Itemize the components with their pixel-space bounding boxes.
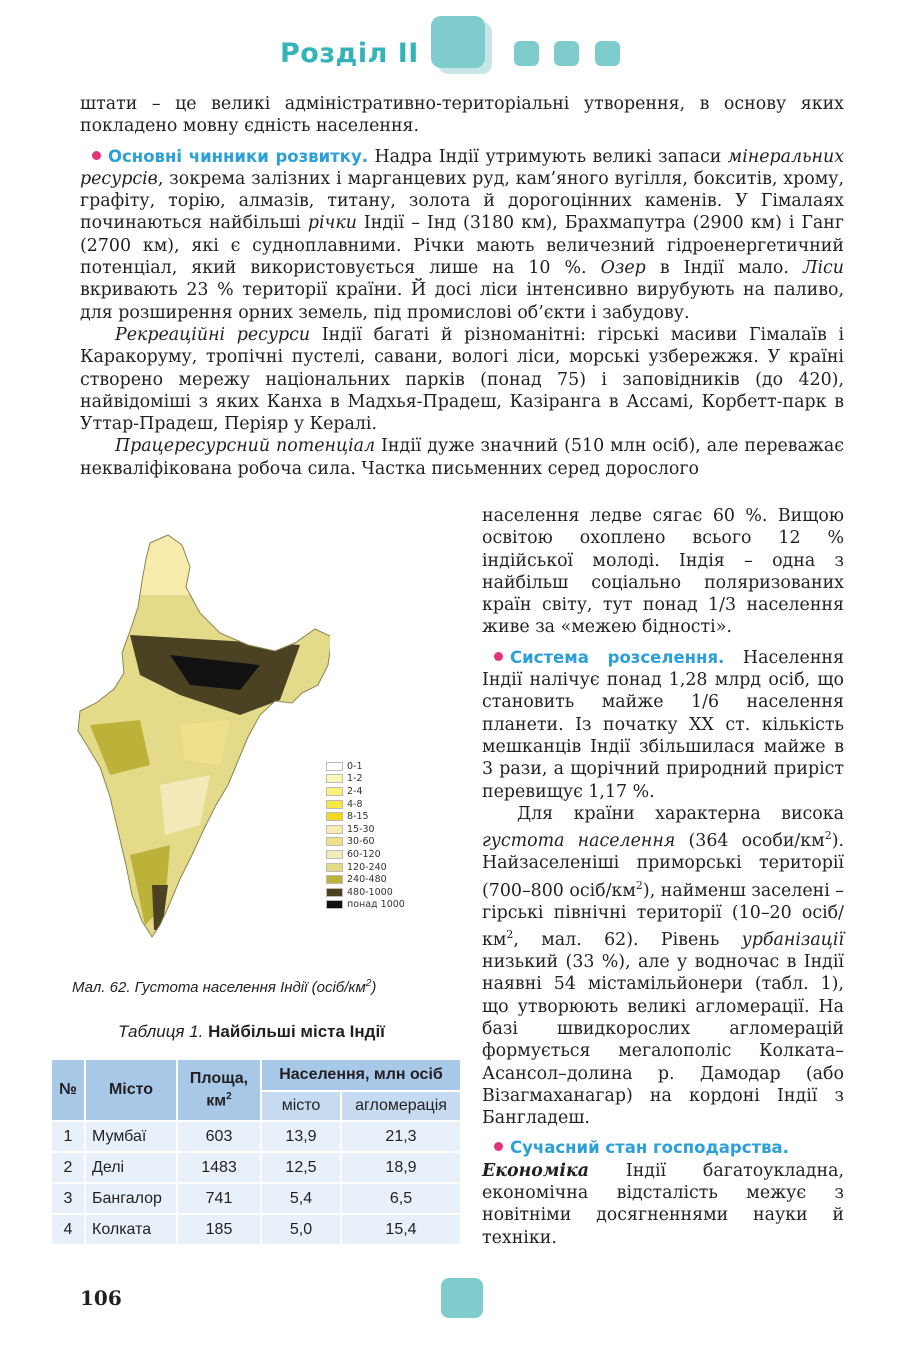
legend-swatch xyxy=(326,875,343,884)
cell-num: 3 xyxy=(51,1183,85,1214)
recreation-paragraph xyxy=(80,324,844,435)
legend-item xyxy=(326,873,405,886)
legend-label: 4-8 xyxy=(347,798,363,810)
caption-superscript: 2 xyxy=(365,978,372,989)
legend-swatch xyxy=(326,825,343,834)
text-run: Індії багатоукладна, економічна відсталість межує з новітніми досягненнями науки й техніки. xyxy=(482,1160,844,1248)
bullet-dot xyxy=(494,652,503,661)
text-run: в Індії мало. xyxy=(645,258,803,279)
page-number: 106 xyxy=(80,1286,122,1310)
cell-agglo: 6,5 xyxy=(341,1183,461,1214)
labor-paragraph xyxy=(80,435,844,480)
legend-label: 2-4 xyxy=(347,785,363,797)
italic-run: Працересурсний потенціал xyxy=(115,436,376,457)
bullet-dot xyxy=(494,1142,503,1151)
cell-agglo: 18,9 xyxy=(341,1152,461,1183)
cell-city-pop: 13,9 xyxy=(261,1121,341,1152)
table-header-row xyxy=(51,1059,461,1091)
intro-paragraph: штати – це великі адміністративно-територіальні утворення, в основу яких покладено мовну єдність населення. xyxy=(80,94,844,137)
cell-city-pop: 5,4 xyxy=(261,1183,341,1214)
italic-run: густота населення xyxy=(482,830,676,851)
text-run: Індії дуже значний (510 млн осіб), але переважає некваліфікована робоча сила. Частка письменних серед дорослого xyxy=(80,436,845,479)
legend-swatch xyxy=(326,850,343,859)
india-population-density-map xyxy=(70,525,330,975)
legend-swatch xyxy=(326,787,343,796)
section-title: Розділ II xyxy=(280,38,419,69)
text-run: вкривають 23 % території країни. Й досі ліси інтенсивно вирубують на паливо, для розширення орних земель, під промислові об’єкти і забудову. xyxy=(80,280,844,323)
superscript: 2 xyxy=(506,927,514,941)
legend-label: 120-240 xyxy=(347,861,387,873)
legend-label: 0-1 xyxy=(347,760,363,772)
legend-swatch xyxy=(326,812,343,821)
legend-swatch xyxy=(326,762,343,771)
legend-label: 30-60 xyxy=(347,836,375,848)
legend-item xyxy=(326,848,405,861)
bold-italic-run: Економіка xyxy=(482,1160,590,1181)
legend-label: 60-120 xyxy=(347,848,381,860)
legend-label: понад 1000 xyxy=(347,899,405,911)
full-width-text xyxy=(80,93,844,480)
cell-city-pop: 5,0 xyxy=(261,1214,341,1245)
legend-item xyxy=(326,785,405,798)
italic-run: річки xyxy=(307,213,357,234)
bullet-dot xyxy=(92,151,101,160)
caption-end: ) xyxy=(371,979,377,996)
italic-run: урбанізації xyxy=(741,929,844,950)
text-run: Населення Індії налічує понад 1,28 млрд осіб, що становить майже 1/6 населення планети. Із початку XX ст. кількість мешканців Індії збільшилася майже в 3 рази, а щорічний природний приріст перевищує 1,17 %. xyxy=(482,647,844,802)
header-num: № xyxy=(51,1059,85,1121)
decorative-square-large xyxy=(431,16,485,68)
text-run: Надра Індії утримують великі запаси xyxy=(367,146,728,167)
labor-continuation: населення ледве сягає 60 %. Вищою освітою охоплено всього 12 % індійської молоді. Індія – одна з найбільш соціально поляризованих країн світу, тут понад 1/3 населення живе за «межею бідності». xyxy=(482,506,844,638)
economy-paragraph xyxy=(482,1137,844,1248)
legend-item xyxy=(326,760,405,773)
settlement-paragraph xyxy=(482,647,844,803)
cell-num: 2 xyxy=(51,1152,85,1183)
table-title xyxy=(118,1022,385,1042)
cell-agglo: 21,3 xyxy=(341,1121,461,1152)
map-fill xyxy=(70,525,330,955)
cities-table xyxy=(50,1058,462,1246)
legend-item xyxy=(326,810,405,823)
legend-label: 8-15 xyxy=(347,811,369,823)
cell-city-pop: 12,5 xyxy=(261,1152,341,1183)
footer-decorative-square xyxy=(441,1278,483,1318)
cell-city: Колката xyxy=(85,1214,177,1245)
header-pop-city: місто xyxy=(261,1091,341,1121)
economy-heading: Сучасний стан господарства. xyxy=(510,1138,789,1158)
text-run: , зокрема залізних і марганцевих руд, кам’яного вугілля, бокситів, хрому, графіту, торію, алмазів, титану, золота й дорогоцінних каменів. У Гімалаях починаються найбільші xyxy=(80,168,844,234)
italic-run: мінеральних ресурсів xyxy=(80,146,845,189)
table-label: Таблиця 1. xyxy=(118,1022,204,1041)
cell-area: 603 xyxy=(177,1121,261,1152)
legend-item xyxy=(326,899,405,912)
legend-swatch xyxy=(326,800,343,809)
text-run: низький (33 %), але у водночас в Індії наявні 54 містамільйонери (табл. 1), що утворюють великі агломерації. На базі швидкорослих агломерацій формується мегалополіс Колката–Асансол–долина р. Дамодар (або Візагмаханагар) на кордоні Індії з Бангладеш. xyxy=(482,952,844,1129)
legend-label: 240-480 xyxy=(347,874,387,886)
development-heading: Основні чинники розвитку. xyxy=(108,146,368,166)
table-row xyxy=(51,1121,461,1152)
decorative-square-small-1 xyxy=(514,41,539,66)
cell-area: 185 xyxy=(177,1214,261,1245)
decorative-square-small-2 xyxy=(554,41,579,66)
text-run: ), найменш заселені – гірські північні території (10–20 осіб/км xyxy=(482,880,845,950)
text-run: Для країни характерна висока xyxy=(517,803,844,824)
cell-area: 741 xyxy=(177,1183,261,1214)
legend-item xyxy=(326,823,405,836)
decorative-square-small-3 xyxy=(595,41,620,66)
legend-swatch xyxy=(326,863,343,872)
legend-item xyxy=(326,836,405,849)
cell-city: Делі xyxy=(85,1152,177,1183)
right-column-text xyxy=(482,505,844,1249)
legend-item xyxy=(326,773,405,786)
cell-city: Бангалор xyxy=(85,1183,177,1214)
figure-caption xyxy=(72,978,376,996)
text-run: Індії багаті й різноманітні: гірські масиви Гімалаїв і Каракоруму, тропічні пустелі, савани, вологі ліси, морські узбережжя. У країні створено мережу національних парків (понад 75) і заповідників (до 420), найвідоміші з яких Канха в Мадхья-Прадеш, Казіранга в Ассамі, Корбетт-парк в Уттар-Прадеш, Періяр у Кералі. xyxy=(80,324,845,435)
cell-num: 1 xyxy=(51,1121,85,1152)
legend-label: 1-2 xyxy=(347,773,363,785)
text-run: ). Найзаселеніші приморські території (700–800 осіб/км xyxy=(482,830,845,901)
map-legend xyxy=(326,760,405,911)
italic-run: Озер xyxy=(600,258,646,279)
cell-area: 1483 xyxy=(177,1152,261,1183)
cell-num: 4 xyxy=(51,1214,85,1245)
cell-agglo: 15,4 xyxy=(341,1214,461,1245)
header-area xyxy=(177,1059,261,1121)
settlement-heading: Система розселення. xyxy=(510,647,725,667)
header-city: Місто xyxy=(85,1059,177,1121)
legend-swatch xyxy=(326,888,343,897)
text-run: Індії – Інд (3180 км), Брахмапутра (2900 км) і Ганг (2700 км), які є судноплавними. Річки мають величезний гідроенергетичний потенціал, який використовується лише на 10 %. xyxy=(80,213,844,279)
table-row xyxy=(51,1183,461,1214)
legend-item xyxy=(326,886,405,899)
italic-run: Рекреаційні ресурси xyxy=(115,324,311,345)
cell-city: Мумбаї xyxy=(85,1121,177,1152)
legend-label: 480-1000 xyxy=(347,886,393,898)
header-pop-agglo: агломерація xyxy=(341,1091,461,1121)
header-population: Населення, млн осіб xyxy=(261,1059,461,1091)
table-name: Найбільші міста Індії xyxy=(208,1022,385,1041)
legend-swatch xyxy=(326,774,343,783)
text-run: , мал. 62). Рівень xyxy=(513,929,742,950)
table-row xyxy=(51,1152,461,1183)
legend-label: 15-30 xyxy=(347,823,375,835)
legend-item xyxy=(326,861,405,874)
legend-swatch xyxy=(326,837,343,846)
caption-text: Мал. 62. Густота населення Індії (осіб/км xyxy=(72,979,366,996)
header-area-label: Площа, км xyxy=(189,1069,249,1110)
header-area-sup: 2 xyxy=(226,1090,232,1102)
legend-item xyxy=(326,798,405,811)
superscript: 2 xyxy=(824,829,832,843)
italic-run: Ліси xyxy=(802,258,844,279)
density-paragraph xyxy=(482,803,844,1130)
superscript: 2 xyxy=(635,878,643,892)
text-run: (364 особи/км xyxy=(675,830,825,851)
legend-swatch xyxy=(326,900,343,909)
development-paragraph xyxy=(80,146,844,324)
table-row xyxy=(51,1214,461,1245)
